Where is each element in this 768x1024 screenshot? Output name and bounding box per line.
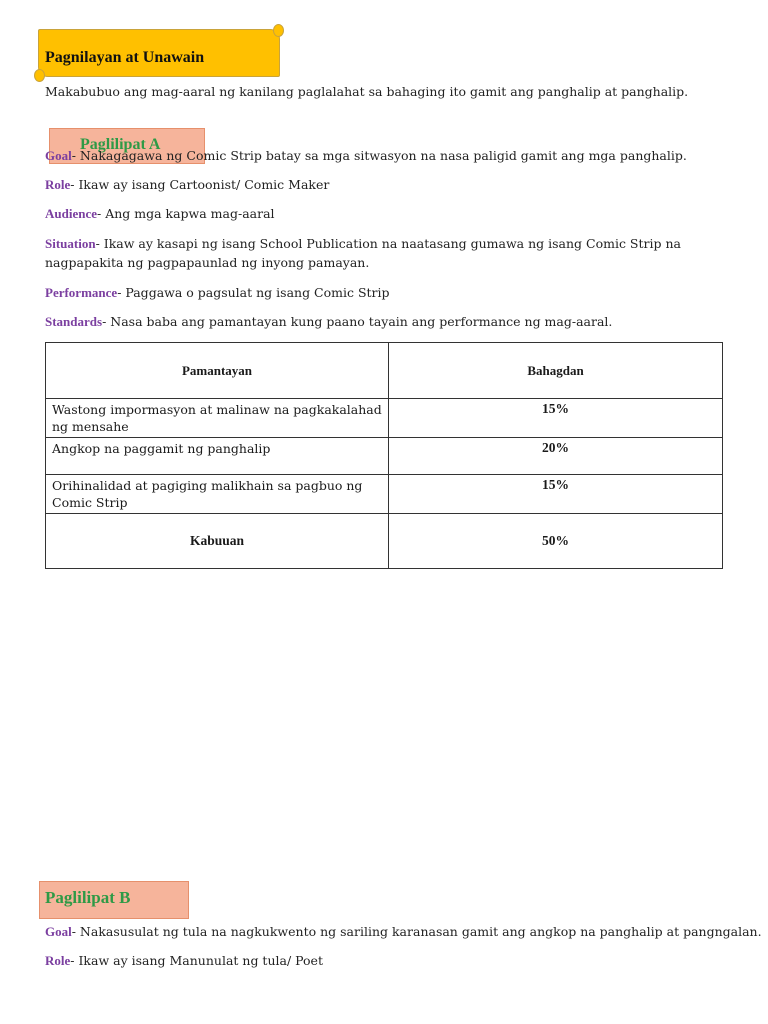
percent-cell: 20% — [389, 438, 723, 475]
rubric-table — [45, 342, 723, 569]
situation-text: - Ikaw ay kasapi ng isang School Publication na naatasang gumawa ng isang Comic Strip na — [95, 236, 681, 251]
situation-line — [45, 234, 681, 253]
standards-line — [45, 312, 612, 331]
section-b-label: Paglilipat B — [45, 888, 131, 907]
role-key: Role — [45, 177, 71, 192]
table-row — [46, 475, 723, 514]
criterion-cell: Orihinalidad at pagiging malikhain sa pagbuo ng Comic Strip — [46, 475, 389, 514]
audience-line — [45, 204, 275, 223]
total-percent-cell: 50% — [389, 514, 723, 569]
percent-cell: 15% — [389, 475, 723, 514]
role-line — [45, 175, 329, 194]
goal-key: Goal — [45, 148, 72, 163]
performance-key: Performance — [45, 285, 118, 300]
performance-text: - Paggawa o pagsulat ng isang Comic Strip — [117, 285, 390, 300]
scroll-curl-decoration — [273, 24, 284, 37]
situation-line-2: nagpapakita ng pagpapaunlad ng inyong pamayan. — [45, 255, 370, 270]
intro-text: Makabubuo ang mag-aaral ng kanilang paglalahat sa bahaging ito gamit ang panghalip at panghalip. — [45, 84, 689, 99]
goal-text: - Nakagagawa ng Comic Strip batay sa mga sitwasyon na nasa paligid gamit ang mga panghalip. — [71, 148, 687, 163]
audience-text: - Ang mga kapwa mag-aaral — [97, 206, 275, 221]
total-label-cell: Kabuuan — [46, 514, 389, 569]
table-row — [46, 399, 723, 438]
role-text: - Ikaw ay isang Cartoonist/ Comic Maker — [70, 177, 330, 192]
goal-line — [45, 146, 687, 165]
table-row — [46, 438, 723, 475]
goal-b-text: - Nakasusulat ng tula na nagkukwento ng sariling karanasan gamit ang angkop na panghalip at pangngalan. — [71, 924, 762, 939]
goal-b-key: Goal — [45, 924, 72, 939]
standards-key: Standards — [45, 314, 103, 329]
goal-b-line — [45, 922, 762, 941]
standards-text: - Nasa baba ang pamantayan kung paano tayain ang performance ng mag-aaral. — [102, 314, 613, 329]
scroll-curl-decoration — [34, 69, 45, 82]
page-title: Pagnilayan at Unawain — [45, 49, 205, 66]
section-a-label: Paglilipat A — [80, 136, 161, 153]
situation-key: Situation — [45, 236, 96, 251]
performance-line — [45, 283, 390, 302]
role-b-key: Role — [45, 953, 71, 968]
percent-cell: 15% — [389, 399, 723, 438]
table-header-row — [46, 343, 723, 399]
table-total-row — [46, 514, 723, 569]
role-b-line — [45, 951, 323, 970]
criterion-cell: Angkop na paggamit ng panghalip — [46, 438, 389, 475]
role-b-text: - Ikaw ay isang Manunulat ng tula/ Poet — [70, 953, 323, 968]
header-pamantayan: Pamantayan — [46, 343, 389, 399]
audience-key: Audience — [45, 206, 97, 221]
header-bahagdan: Bahagdan — [389, 343, 723, 399]
criterion-cell: Wastong impormasyon at malinaw na pagkakalahad ng mensahe — [46, 399, 389, 438]
